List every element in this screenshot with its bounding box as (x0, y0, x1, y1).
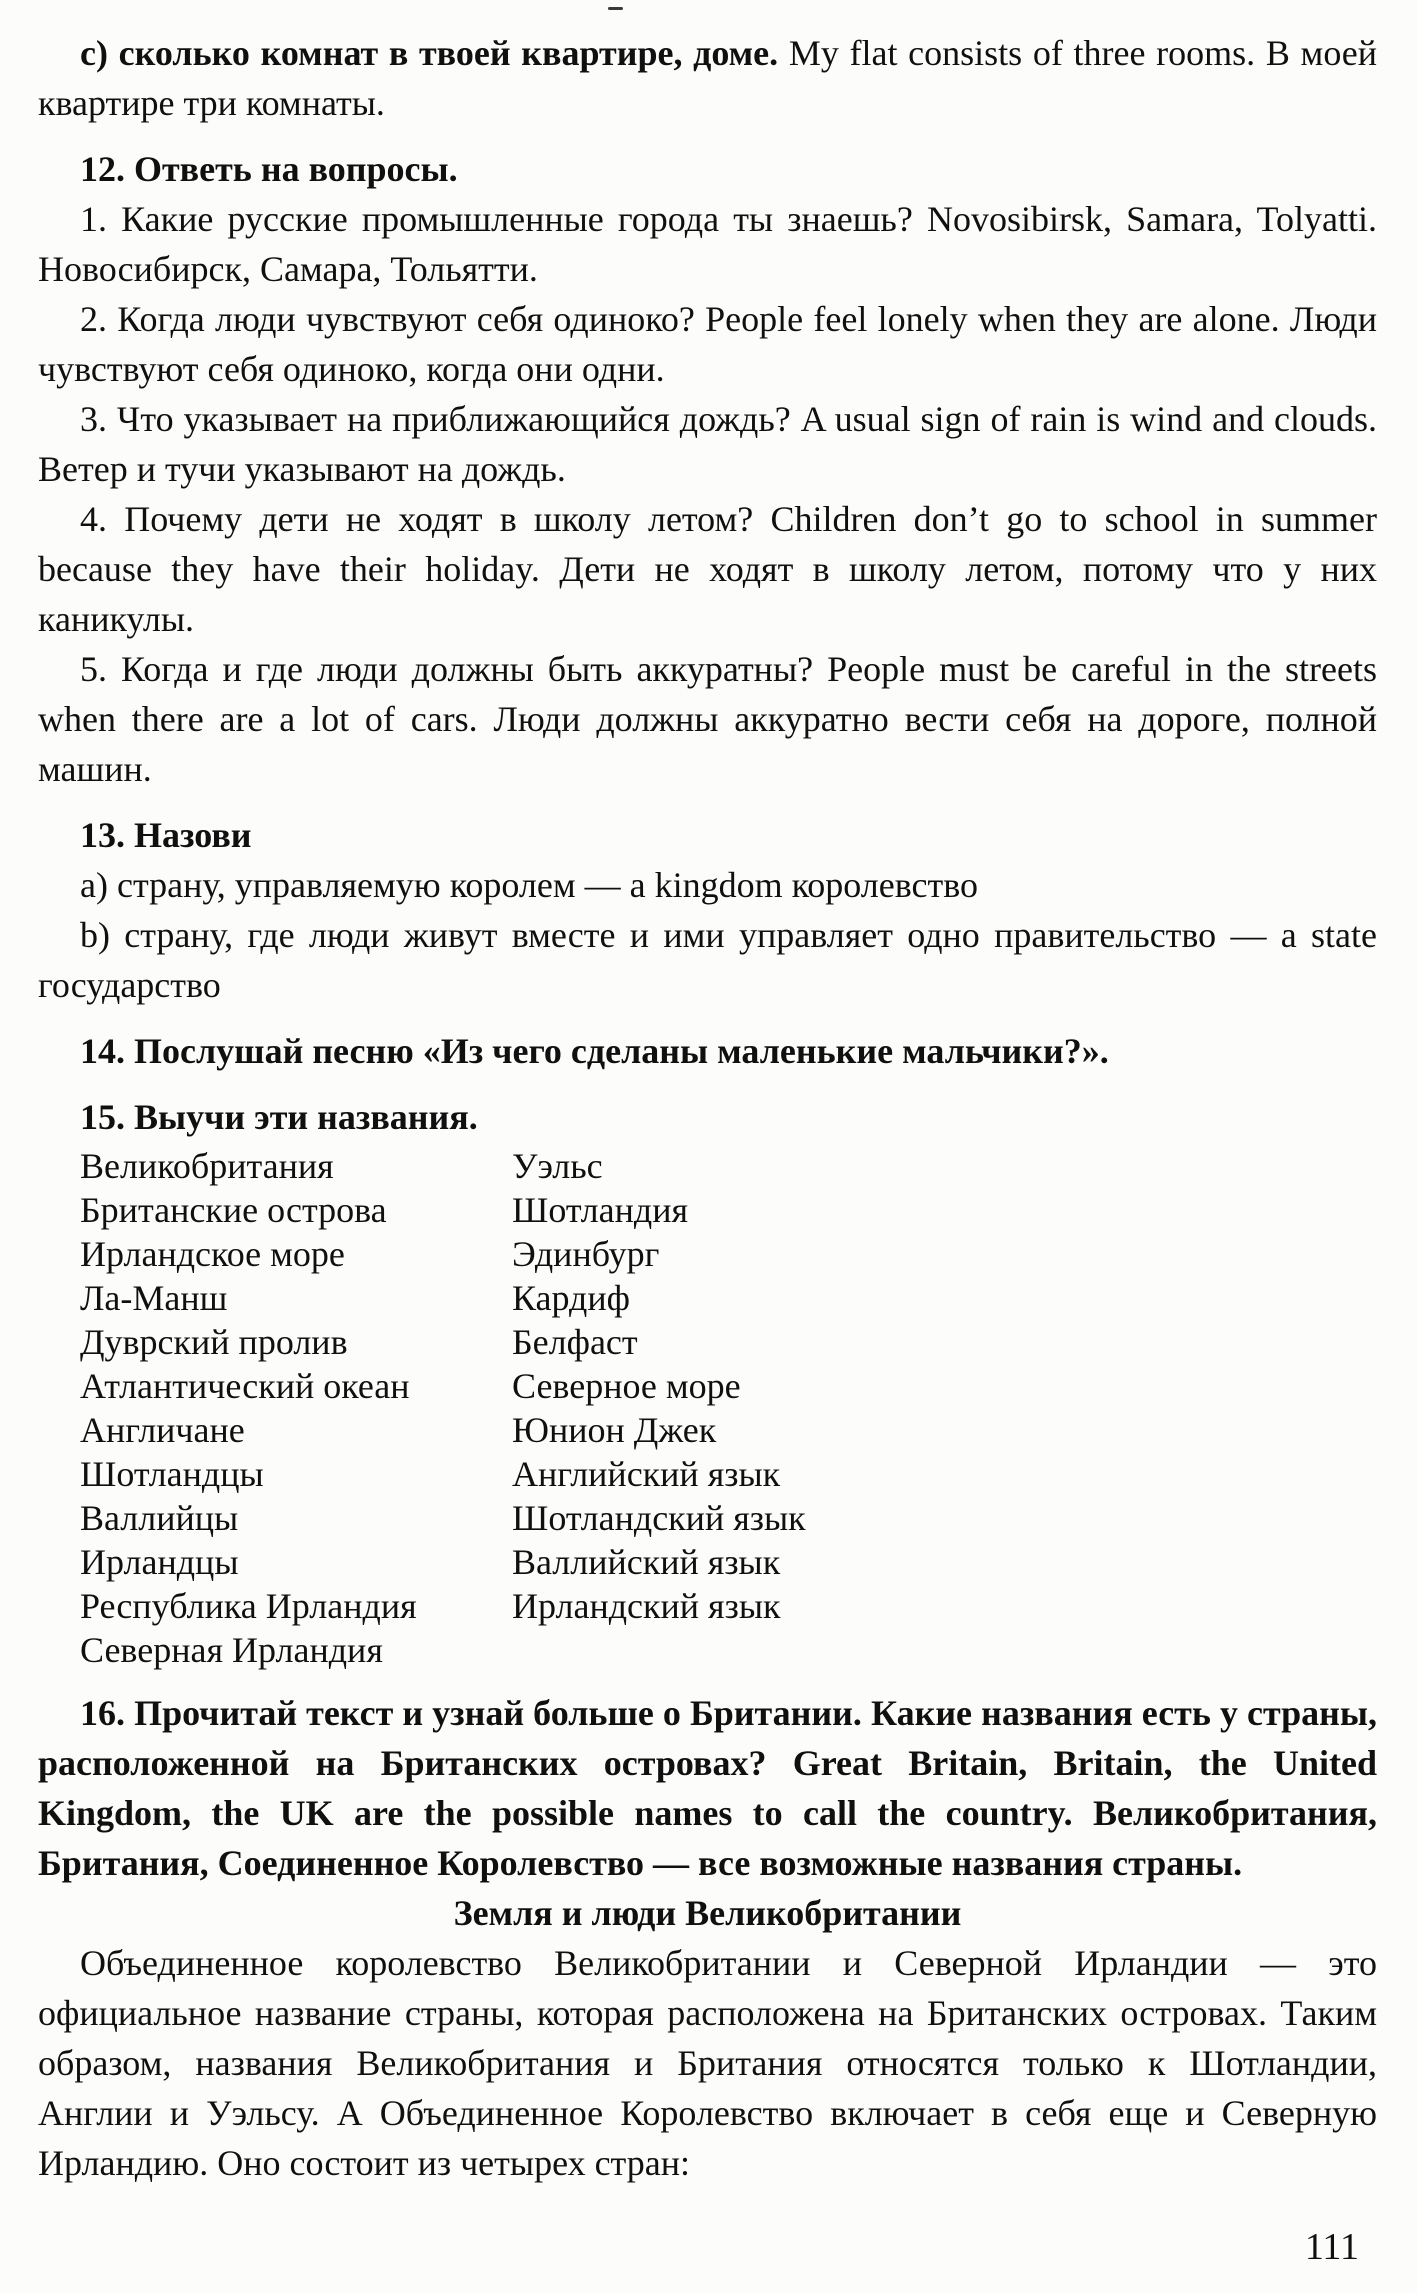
page-number: 111 (1304, 2226, 1359, 2268)
vocab-item: Эдинбург (512, 1234, 660, 1274)
vocab-item: Дуврский пролив (80, 1322, 348, 1362)
vocab-item: Северное море (512, 1366, 741, 1406)
exercise-13-heading: 13. Назови (80, 815, 252, 855)
vocab-item: Шотландцы (80, 1454, 264, 1494)
vocab-row (80, 1408, 1377, 1452)
exercise-13-item-b: b) страну, где люди живут вместе и ими управляет одно правительство — a state государство (38, 915, 1377, 1005)
vocab-item: Ла-Манш (80, 1278, 228, 1318)
vocab-row (80, 1452, 1377, 1496)
scan-speck (608, 7, 623, 10)
vocab-row (80, 1364, 1377, 1408)
exercise-12-answer-1: 1. Какие русские промышленные города ты знаешь? Novosibirsk, Samara, Tolyatti. Новосибирск, Самара, Тольятти. (38, 199, 1377, 289)
exercise-13-item-a: а) страну, управляемую королем — a kingdom королевство (80, 865, 978, 905)
vocab-item: Великобритания (80, 1146, 334, 1186)
vocab-row (80, 1496, 1377, 1540)
vocab-item: Валлийский язык (512, 1542, 781, 1582)
vocab-row (80, 1144, 1377, 1188)
vocab-row (80, 1188, 1377, 1232)
vocab-item: Валлийцы (80, 1498, 239, 1538)
vocab-item: Северная Ирландия (80, 1630, 383, 1670)
vocab-row (80, 1628, 1377, 1672)
exercise-12-answer-4: 4. Почему дети не ходят в школу летом? Children don’t go to school in summer because they have their holiday. Дети не ходят в школу летом, потому что у них каникулы. (38, 499, 1377, 639)
vocab-item: Ирландцы (80, 1542, 239, 1582)
exercise-15-heading: 15. Выучи эти названия. (80, 1097, 478, 1137)
exercise-12-answer-3: 3. Что указывает на приближающийся дождь? A usual sign of rain is wind and clouds. Ветер и тучи указывают на дождь. (38, 399, 1377, 489)
vocabulary-list (38, 1144, 1377, 1672)
exercise-14-heading: 14. Послушай песню «Из чего сделаны маленькие мальчики?». (80, 1031, 1109, 1071)
vocab-item: Республика Ирландия (80, 1586, 417, 1626)
vocab-item: Английский язык (512, 1454, 781, 1494)
vocab-item: Британские острова (80, 1190, 387, 1230)
vocab-row (80, 1584, 1377, 1628)
vocab-item: Шотландия (512, 1190, 689, 1230)
exercise-12-heading: 12. Ответь на вопросы. (80, 149, 458, 189)
answer-paragraph-c (38, 28, 1377, 128)
vocab-row (80, 1320, 1377, 1364)
vocab-item: Ирландский язык (512, 1586, 781, 1626)
vocab-row (80, 1232, 1377, 1276)
answer-c-bold: с) сколько комнат в твоей квартире, доме. (80, 33, 779, 73)
vocab-item: Кардиф (512, 1278, 630, 1318)
vocab-item: Англичане (80, 1410, 245, 1450)
vocab-item: Шотландский язык (512, 1498, 806, 1538)
vocab-item: Юнион Джек (512, 1410, 717, 1450)
vocab-row (80, 1276, 1377, 1320)
reading-title: Земля и люди Великобритании (453, 1893, 962, 1933)
vocab-row (80, 1540, 1377, 1584)
exercise-12-answer-2: 2. Когда люди чувствуют себя одиноко? People feel lonely when they are alone. Люди чувствуют себя одиноко, когда они одни. (38, 299, 1377, 389)
exercise-16-paragraph: 16. Прочитай текст и узнай больше о Британии. Какие названия есть у страны, расположенной на Британских островах? Great Britain, Britain, the United Kingdom, the UK are the possible names to call the country. Великобритания, Британия, Соединенное Королевство — все возможные названия страны. (38, 1693, 1377, 1883)
reading-paragraph: Объединенное королевство Великобритании и Северной Ирландии — это официальное название страны, которая расположена на Британских островах. Таким образом, названия Великобритания и Британия относятся только к Шотландии, Англии и Уэльсу. А Объединенное Королевство включает в себя еще и Северную Ирландию. Оно состоит из четырех стран: (38, 1943, 1377, 2183)
vocab-item: Ирландское море (80, 1234, 345, 1274)
vocab-item: Атлантический океан (80, 1366, 410, 1406)
vocab-item: Уэльс (512, 1146, 603, 1186)
exercise-12-answer-5: 5. Когда и где люди должны быть аккуратны? People must be careful in the streets when there are a lot of cars. Люди должны аккуратно вести себя на дороге, полной машин. (38, 649, 1377, 789)
answer-c-text: My flat consists of three rooms. В моей квартире три комнаты. (38, 33, 1378, 123)
vocab-item: Белфаст (512, 1322, 638, 1362)
